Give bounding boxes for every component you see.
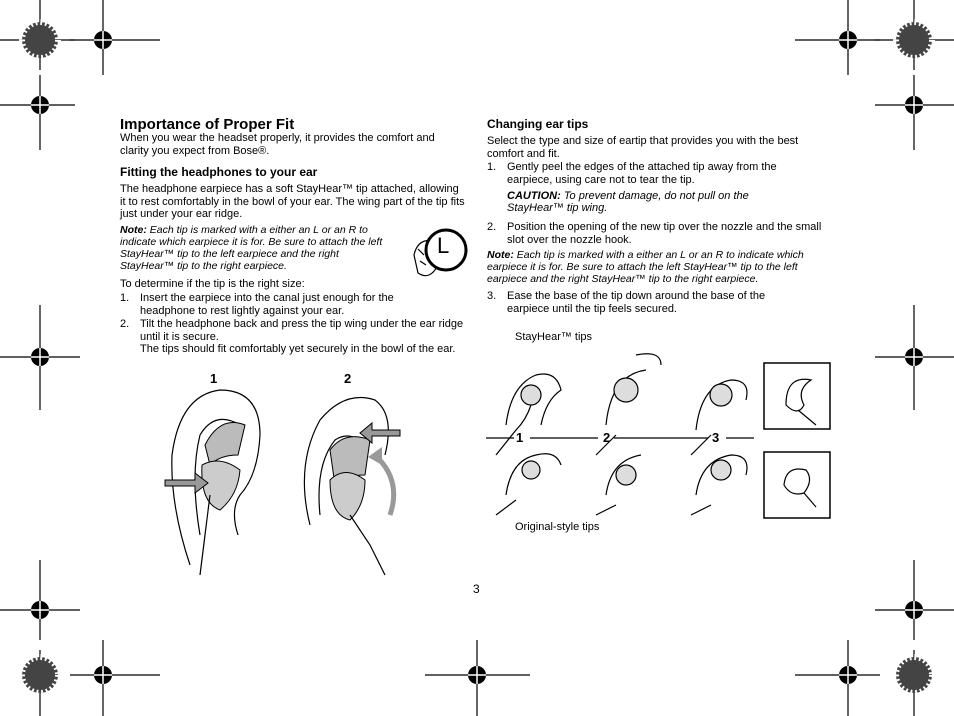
step-number: 3. <box>487 290 497 302</box>
note-label: Note: <box>487 249 514 261</box>
changing-intro: Select the type and size of eartip that provides you with the best comfort and fit. <box>487 135 799 160</box>
step-text: Tilt the headphone back and press the tip wing under the ear ridge until it is secure. <box>140 318 464 343</box>
left-note <box>120 224 395 272</box>
caution-text: To prevent damage, do not pull on the StayHear™ tip wing. <box>507 190 749 214</box>
right-step-3 <box>487 290 832 315</box>
changing-subhead: Changing ear tips <box>487 117 589 131</box>
step-number: 2. <box>487 221 497 233</box>
fitting-body: The headphone earpiece has a soft StayHear™ tip attached, allowing it to rest comfortably in the bowl of your ear. The wing part of the tip fits just under your ear ridge. <box>120 183 465 220</box>
caution <box>507 190 807 214</box>
right-note <box>487 249 835 285</box>
left-step-2 <box>120 318 465 356</box>
intro-text: When you wear the headset properly, it provides the comfort and clarity you expect from Bose®. <box>120 132 435 157</box>
step-text: Insert the earpiece into the canal just enough for the headphone to rest lightly against your ear. <box>140 292 394 317</box>
note-text: Each tip is marked with a either an L or an R to indicate which earpiece it is for. Be sure to attach the left StayHear™ tip to the left earpiece and the right StayHear™ tip to the right earpiece. <box>120 224 383 272</box>
tip-step-label-1: 1 <box>516 430 524 445</box>
step-text: Ease the base of the tip down around the base of the earpiece until the tip feels secured. <box>507 290 766 315</box>
tip-step-label-3: 3 <box>712 430 720 445</box>
section-title: Importance of Proper Fit <box>120 116 295 133</box>
caution-label: CAUTION: <box>507 190 561 202</box>
stayhear-tips-label: StayHear™ tips <box>515 331 593 343</box>
note-label: Note: <box>120 224 147 236</box>
right-step-2 <box>487 221 832 246</box>
figure-label-2: 2 <box>344 371 352 386</box>
fitting-subhead: Fitting the headphones to your ear <box>120 165 318 179</box>
page-number: 3 <box>473 582 480 596</box>
step-number: 2. <box>120 318 130 330</box>
step-text: Position the opening of the new tip over the nozzle and the small slot over the nozzle hook. <box>507 221 822 246</box>
tip-letter: L <box>437 233 450 258</box>
step-number: 1. <box>487 161 497 173</box>
determine-text: To determine if the tip is the right size: <box>120 278 305 290</box>
ear-fit-illustration-1 <box>160 385 280 575</box>
right-step-1 <box>487 161 832 186</box>
step-number: 1. <box>120 292 130 304</box>
original-tips-label: Original-style tips <box>515 521 600 533</box>
figure-label-1: 1 <box>210 371 218 386</box>
tip-step-label-2: 2 <box>603 430 611 445</box>
tip-change-illustrations <box>486 345 836 525</box>
left-step-1 <box>120 292 465 317</box>
step-text-2: The tips should fit comfortably yet securely in the bowl of the ear. <box>140 343 456 355</box>
ear-fit-illustration-2 <box>290 385 410 575</box>
note-text: Each tip is marked with a either an L or an R to indicate which earpiece it is for. Be sure to attach the left StayHear™ tip to the left earpiece and the right StayHear™ tip to the right earpiece. <box>487 249 804 285</box>
step-text: Gently peel the edges of the attached tip away from the earpiece, using care not to tear the tip. <box>507 161 777 186</box>
